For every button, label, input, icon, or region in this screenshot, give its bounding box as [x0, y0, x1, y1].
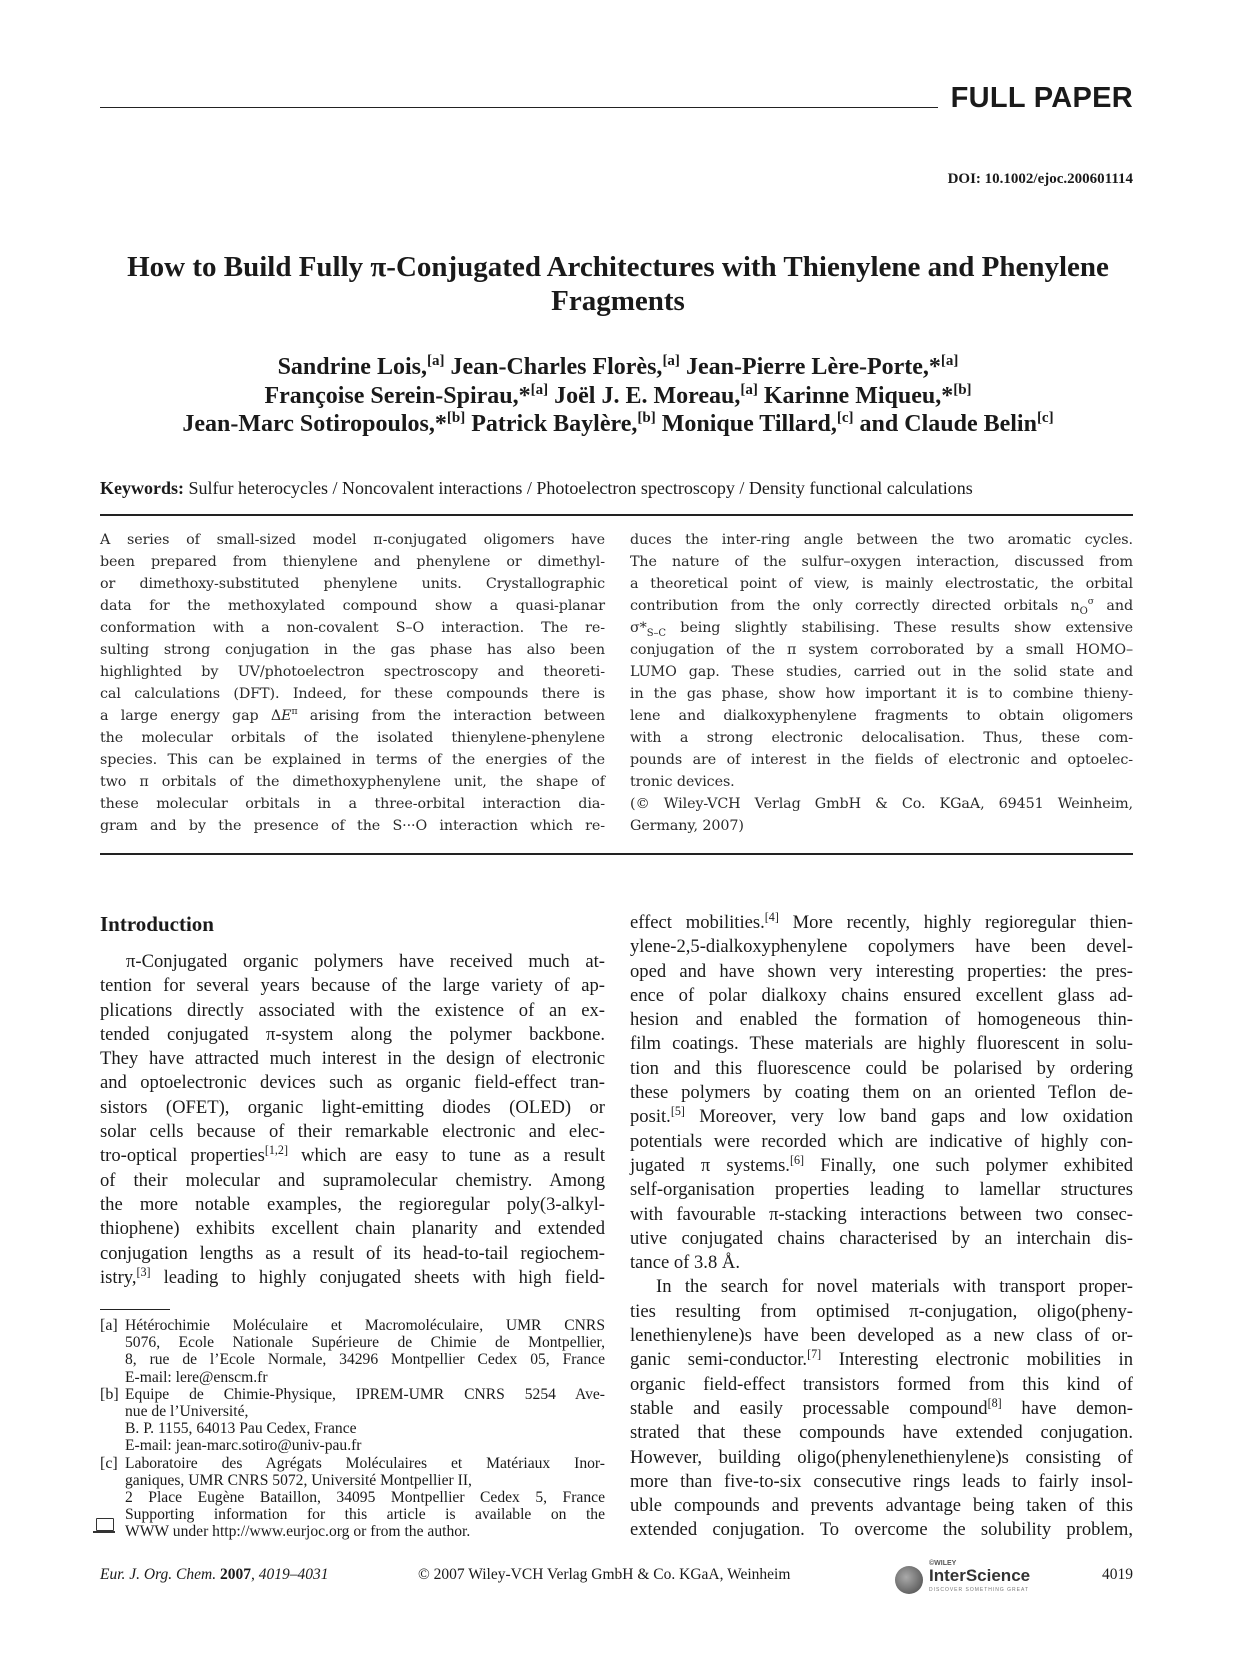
text-line: ylene-2,5-dialkoxyphenylene copolymers have been devel-	[630, 936, 1133, 958]
text-line: potentials were recorded which are indicative of highly con-	[630, 1130, 1133, 1152]
text-line: plications directly associated with the existence of an ex-	[100, 999, 605, 1021]
text-line: in the gas phase, show how important it is to combine thieny-	[630, 686, 1133, 702]
footnote-body	[125, 1386, 605, 1455]
page-number: 4019	[1102, 1566, 1133, 1583]
text-line: of their molecular and supramolecular chemistry. Among	[100, 1169, 605, 1191]
text-line: data for the methoxylated compound show a quasi-planar	[100, 598, 605, 614]
text-segment: and	[1094, 598, 1134, 614]
author-line	[90, 382, 1146, 411]
footnote-body	[125, 1317, 605, 1386]
text-line: In the search for novel materials with transport proper-	[656, 1276, 1133, 1298]
superscript: [b]	[637, 410, 656, 426]
title-line: How to Build Fully π-Conjugated Architectures with Thienylene and Phenylene	[127, 251, 1109, 283]
text-line: the molecular orbitals of the isolated thienylene-phenylene	[100, 730, 605, 746]
superscript: [1,2]	[264, 1143, 288, 1158]
text-line: tention for several years because of the large variety of ap-	[100, 975, 605, 997]
title-line: Fragments	[551, 285, 685, 317]
keywords-label: Keywords:	[100, 478, 184, 498]
text-line: highlighted by UV/photoelectron spectroscopy and theoreti-	[100, 664, 605, 680]
text-line: these molecular orbitals in a three-orbital interaction dia-	[100, 796, 605, 812]
journal-citation	[100, 1566, 328, 1584]
journal-pages: , 4019–4031	[250, 1566, 329, 1583]
doi: DOI: 10.1002/ejoc.200601114	[947, 171, 1133, 187]
superscript: [4]	[764, 909, 779, 924]
abstract-bottom-rule	[100, 853, 1133, 855]
text-line	[100, 1266, 605, 1290]
footnote	[100, 1386, 605, 1455]
computer-icon	[96, 1518, 114, 1531]
text-segment: Karinne Miqueu,*	[757, 382, 954, 409]
text-segment: stable and easily processable compound	[630, 1397, 988, 1419]
text-line: species. This can be explained in terms of the energies of the	[100, 752, 605, 768]
text-line: hesion and enabled the formation of homogeneous thin-	[630, 1009, 1133, 1031]
text-segment: contribution from the only correctly directed orbitals n	[630, 598, 1080, 614]
text-line	[630, 1397, 1133, 1421]
text-line: E-mail: jean-marc.sotiro@univ-pau.fr	[125, 1437, 362, 1455]
text-line: lenethienylene)s have been developed as a new class of or-	[630, 1325, 1133, 1347]
text-line	[100, 705, 605, 727]
interscience-logo	[893, 1560, 1063, 1596]
text-segment: Joël J. E. Moreau,	[548, 382, 741, 409]
text-line: with favourable π-stacking interactions between two consec-	[630, 1203, 1133, 1225]
text-segment: a large energy gap Δ	[100, 708, 282, 724]
text-line: or dimethoxy-substituted phenylene units. Crystallographic	[100, 576, 605, 592]
text-segment: More recently, highly regioregular thien-	[778, 912, 1133, 933]
text-line	[630, 617, 1133, 639]
intro-left-column	[100, 950, 605, 1290]
superscript: [c]	[836, 410, 854, 426]
text-segment: Monique Tillard,	[655, 411, 837, 437]
text-line: Supporting information for this article is available on the	[125, 1506, 605, 1524]
text-line: and optoelectronic devices such as organic field-effect tran-	[100, 1072, 605, 1094]
text-line: strated that these compounds have extended conjugation.	[630, 1422, 1133, 1444]
section-heading: Introduction	[100, 912, 214, 936]
footnote-body	[125, 1455, 605, 1507]
footnote-body	[125, 1506, 605, 1540]
footer-copyright: © 2007 Wiley-VCH Verlag GmbH & Co. KGaA, Weinheim	[418, 1566, 791, 1583]
text-segment: istry,	[100, 1266, 137, 1288]
text-line: extended conjugation. To overcome the solubility problem,	[630, 1519, 1133, 1541]
text-line: two π orbitals of the dimethoxyphenylene unit, the shape of	[100, 774, 605, 790]
text-line: Laboratoire des Agrégats Moléculaires et Matériaux Inor-	[125, 1454, 605, 1472]
text-segment: Jean-Pierre Lère-Porte,*	[679, 354, 941, 380]
paper-title	[90, 250, 1146, 318]
logo-tagline: DISCOVER SOMETHING GREAT	[929, 1587, 1030, 1593]
text-segment: Interesting electronic mobilities in	[821, 1349, 1133, 1371]
superscript: [a]	[940, 353, 959, 369]
abstract-left-column	[100, 529, 605, 837]
superscript: [a]	[662, 353, 680, 369]
text-segment: Finally, one such polymer exhibited	[804, 1154, 1133, 1176]
footnotes	[100, 1317, 605, 1540]
footnote-label: [b]	[100, 1385, 119, 1403]
text-segment: have demon-	[1001, 1397, 1133, 1419]
header-rule	[100, 107, 938, 108]
text-segment: Sandrine Lois,	[277, 354, 427, 380]
text-line	[630, 1348, 1133, 1372]
text-line	[630, 1154, 1133, 1178]
text-segment: Jean-Charles Florès,	[444, 354, 663, 380]
text-line: B. P. 1155, 64013 Pau Cedex, France	[125, 1420, 357, 1438]
text-line: 5076, Ecole Nationale Supérieure de Chimie de Montpellier,	[125, 1334, 605, 1352]
text-line: LUMO gap. These studies, carried out in the solid state and	[630, 664, 1133, 680]
subscript: O	[1079, 605, 1088, 617]
text-line: They have attracted much interest in the design of electronic	[100, 1048, 605, 1070]
text-line: the more notable examples, the regioregular poly(3-alkyl-	[100, 1193, 605, 1215]
text-line: cal calculations (DFT). Indeed, for these compounds there is	[100, 686, 605, 702]
text-line: been prepared from thienylene and phenylene or dimethyl-	[100, 554, 605, 570]
text-line: tance of 3.8 Å.	[630, 1252, 740, 1274]
keywords-text: Sulfur heterocycles / Noncovalent interactions / Photoelectron spectroscopy / Density functional calculations	[184, 478, 973, 498]
text-segment: jugated π systems.	[630, 1154, 790, 1176]
abstract-top-rule	[100, 514, 1133, 516]
text-line	[100, 1144, 605, 1168]
text-line: lene and dialkoxyphenylene fragments to obtain oligomers	[630, 708, 1133, 724]
superscript: [3]	[136, 1264, 151, 1279]
text-segment: posit.	[630, 1106, 671, 1128]
text-segment: leading to highly conjugated sheets with high field-	[150, 1266, 605, 1288]
text-line: 8, rue de l’Ecole Normale, 34296 Montpellier Cedex 05, France	[125, 1351, 605, 1369]
text-line: ties resulting from optimised π-conjugation, oligo(pheny-	[630, 1300, 1133, 1322]
superscript: σ	[1087, 596, 1095, 608]
text-segment: Françoise Serein-Spirau,*	[264, 382, 531, 409]
text-segment: σ*	[630, 620, 647, 636]
text-line: solar cells because of their remarkable electronic and elec-	[100, 1121, 605, 1143]
journal-name: Eur. J. Org. Chem.	[100, 1566, 217, 1583]
text-line: (© Wiley-VCH Verlag GmbH & Co. KGaA, 69451 Weinheim,	[630, 796, 1133, 812]
text-line: E-mail: lere@enscm.fr	[125, 1368, 268, 1386]
text-line: A series of small-sized model π-conjugated oligomers have	[100, 532, 605, 548]
text-line: Germany, 2007)	[630, 818, 744, 834]
text-line: However, building oligo(phenylenethienylene)s consisting of	[630, 1446, 1133, 1468]
text-segment: E	[281, 708, 292, 724]
text-line: conjugation lengths as a result of its head-to-tail regiochem-	[100, 1242, 605, 1264]
superscript: [b]	[446, 410, 466, 426]
text-line: conformation with a non-covalent S–O interaction. The re-	[100, 620, 605, 636]
keywords	[100, 478, 1140, 499]
globe-icon	[895, 1566, 923, 1594]
text-segment: and Claude Belin	[853, 411, 1037, 437]
superscript: [a]	[426, 353, 445, 369]
text-line: with a strong electronic delocalisation. Thus, these com-	[630, 730, 1133, 746]
text-line	[630, 595, 1133, 617]
text-line: more than five-to-six consecutive rings leads to fairly insol-	[630, 1470, 1133, 1492]
superscript: [b]	[953, 381, 972, 398]
logo-brand: ©WILEY	[929, 1560, 957, 1567]
superscript: [a]	[740, 381, 758, 398]
text-line: tion and this fluorescence could be polarised by ordering	[630, 1057, 1133, 1079]
text-segment: Moreover, very low band gaps and low oxidation	[684, 1106, 1133, 1128]
text-line: π-Conjugated organic polymers have received much at-	[126, 951, 605, 972]
text-line: sulting strong conjugation in the gas phase has also been	[100, 642, 605, 658]
text-line: organic field-effect transistors formed from this kind of	[630, 1373, 1133, 1395]
superscript: [7]	[807, 1347, 822, 1362]
subscript: S–C	[646, 627, 666, 639]
footnote	[100, 1455, 605, 1507]
text-line: film coatings. These materials are highly fluorescent in solu-	[630, 1033, 1133, 1055]
text-segment: which are easy to tune as a result	[288, 1145, 606, 1167]
text-line: these polymers by coating them on an oriented Teflon de-	[630, 1082, 1133, 1104]
text-line: The nature of the sulfur–oxygen interaction, discussed from	[630, 554, 1133, 570]
text-segment: effect mobilities.	[630, 912, 765, 933]
text-segment: ganic semi-conductor.	[630, 1349, 808, 1371]
text-line: uble compounds and prevents advantage being taken of this	[630, 1495, 1133, 1517]
text-line: gram and by the presence of the S···O interaction which re-	[100, 818, 605, 834]
text-line: self-organisation properties leading to lamellar structures	[630, 1179, 1133, 1201]
superscript: [c]	[1036, 410, 1054, 426]
superscript: π	[291, 706, 298, 718]
text-line: a theoretical point of view, is mainly electrostatic, the orbital	[630, 576, 1133, 592]
text-line: utive conjugated chains characterised by an interchain dis-	[630, 1227, 1133, 1249]
text-line: nue de l’Université,	[125, 1402, 249, 1420]
footnote	[100, 1506, 605, 1540]
text-line: sistors (OFET), organic light-emitting diodes (OLED) or	[100, 1096, 605, 1118]
author-line	[90, 410, 1146, 439]
footnote-label: [a]	[100, 1317, 118, 1334]
text-line: tronic devices.	[630, 774, 735, 790]
superscript: [5]	[670, 1104, 685, 1119]
text-line: duces the inter-ring angle between the two aromatic cycles.	[630, 532, 1133, 548]
journal-year: 2007	[219, 1566, 251, 1583]
text-segment: Jean-Marc Sotiropoulos,*	[182, 411, 447, 437]
text-segment: Patrick Baylère,	[465, 411, 638, 437]
text-segment: arising from the interaction between	[297, 708, 606, 724]
text-line: Hétérochimie Moléculaire et Macromoléculaire, UMR CNRS	[125, 1317, 605, 1334]
text-line: conjugation of the π system corroborated by a small HOMO–	[630, 642, 1133, 658]
author-line	[90, 353, 1146, 382]
superscript: [8]	[987, 1395, 1002, 1410]
text-line: oped and have shown very interesting properties: the pres-	[630, 960, 1133, 982]
text-line: tended conjugated π-system along the polymer backbone.	[100, 1023, 605, 1045]
superscript: [6]	[789, 1152, 805, 1167]
text-line: ganiques, UMR CNRS 5072, Université Montpellier II,	[125, 1471, 472, 1489]
text-segment: tro-optical properties	[100, 1145, 265, 1167]
footnote	[100, 1317, 605, 1386]
text-line	[630, 1105, 1133, 1129]
text-segment: being slightly stabilising. These results show extensive	[665, 620, 1133, 636]
superscript: [a]	[530, 381, 549, 398]
section-label: FULL PAPER	[950, 82, 1133, 114]
text-line: 2 Place Eugène Bataillon, 34095 Montpellier Cedex 5, France	[125, 1488, 605, 1506]
text-line	[630, 911, 1133, 935]
footnote-label: [c]	[100, 1454, 118, 1472]
footnote-rule	[100, 1309, 170, 1310]
abstract-right-column	[630, 529, 1133, 837]
logo-name: InterScience	[929, 1566, 1031, 1585]
text-line: pounds are of interest in the fields of electronic and optoelec-	[630, 752, 1133, 768]
text-line: WWW under http://www.eurjoc.org or from the author.	[125, 1523, 471, 1541]
intro-right-column	[630, 911, 1133, 1543]
authors	[90, 353, 1146, 439]
text-line: thiophene) exhibits excellent chain planarity and extended	[100, 1218, 605, 1240]
text-line: Equipe de Chimie-Physique, IPREM-UMR CNRS 5254 Ave-	[125, 1385, 605, 1403]
text-line: ence of polar dialkoxy chains ensured excellent glass ad-	[630, 984, 1133, 1006]
